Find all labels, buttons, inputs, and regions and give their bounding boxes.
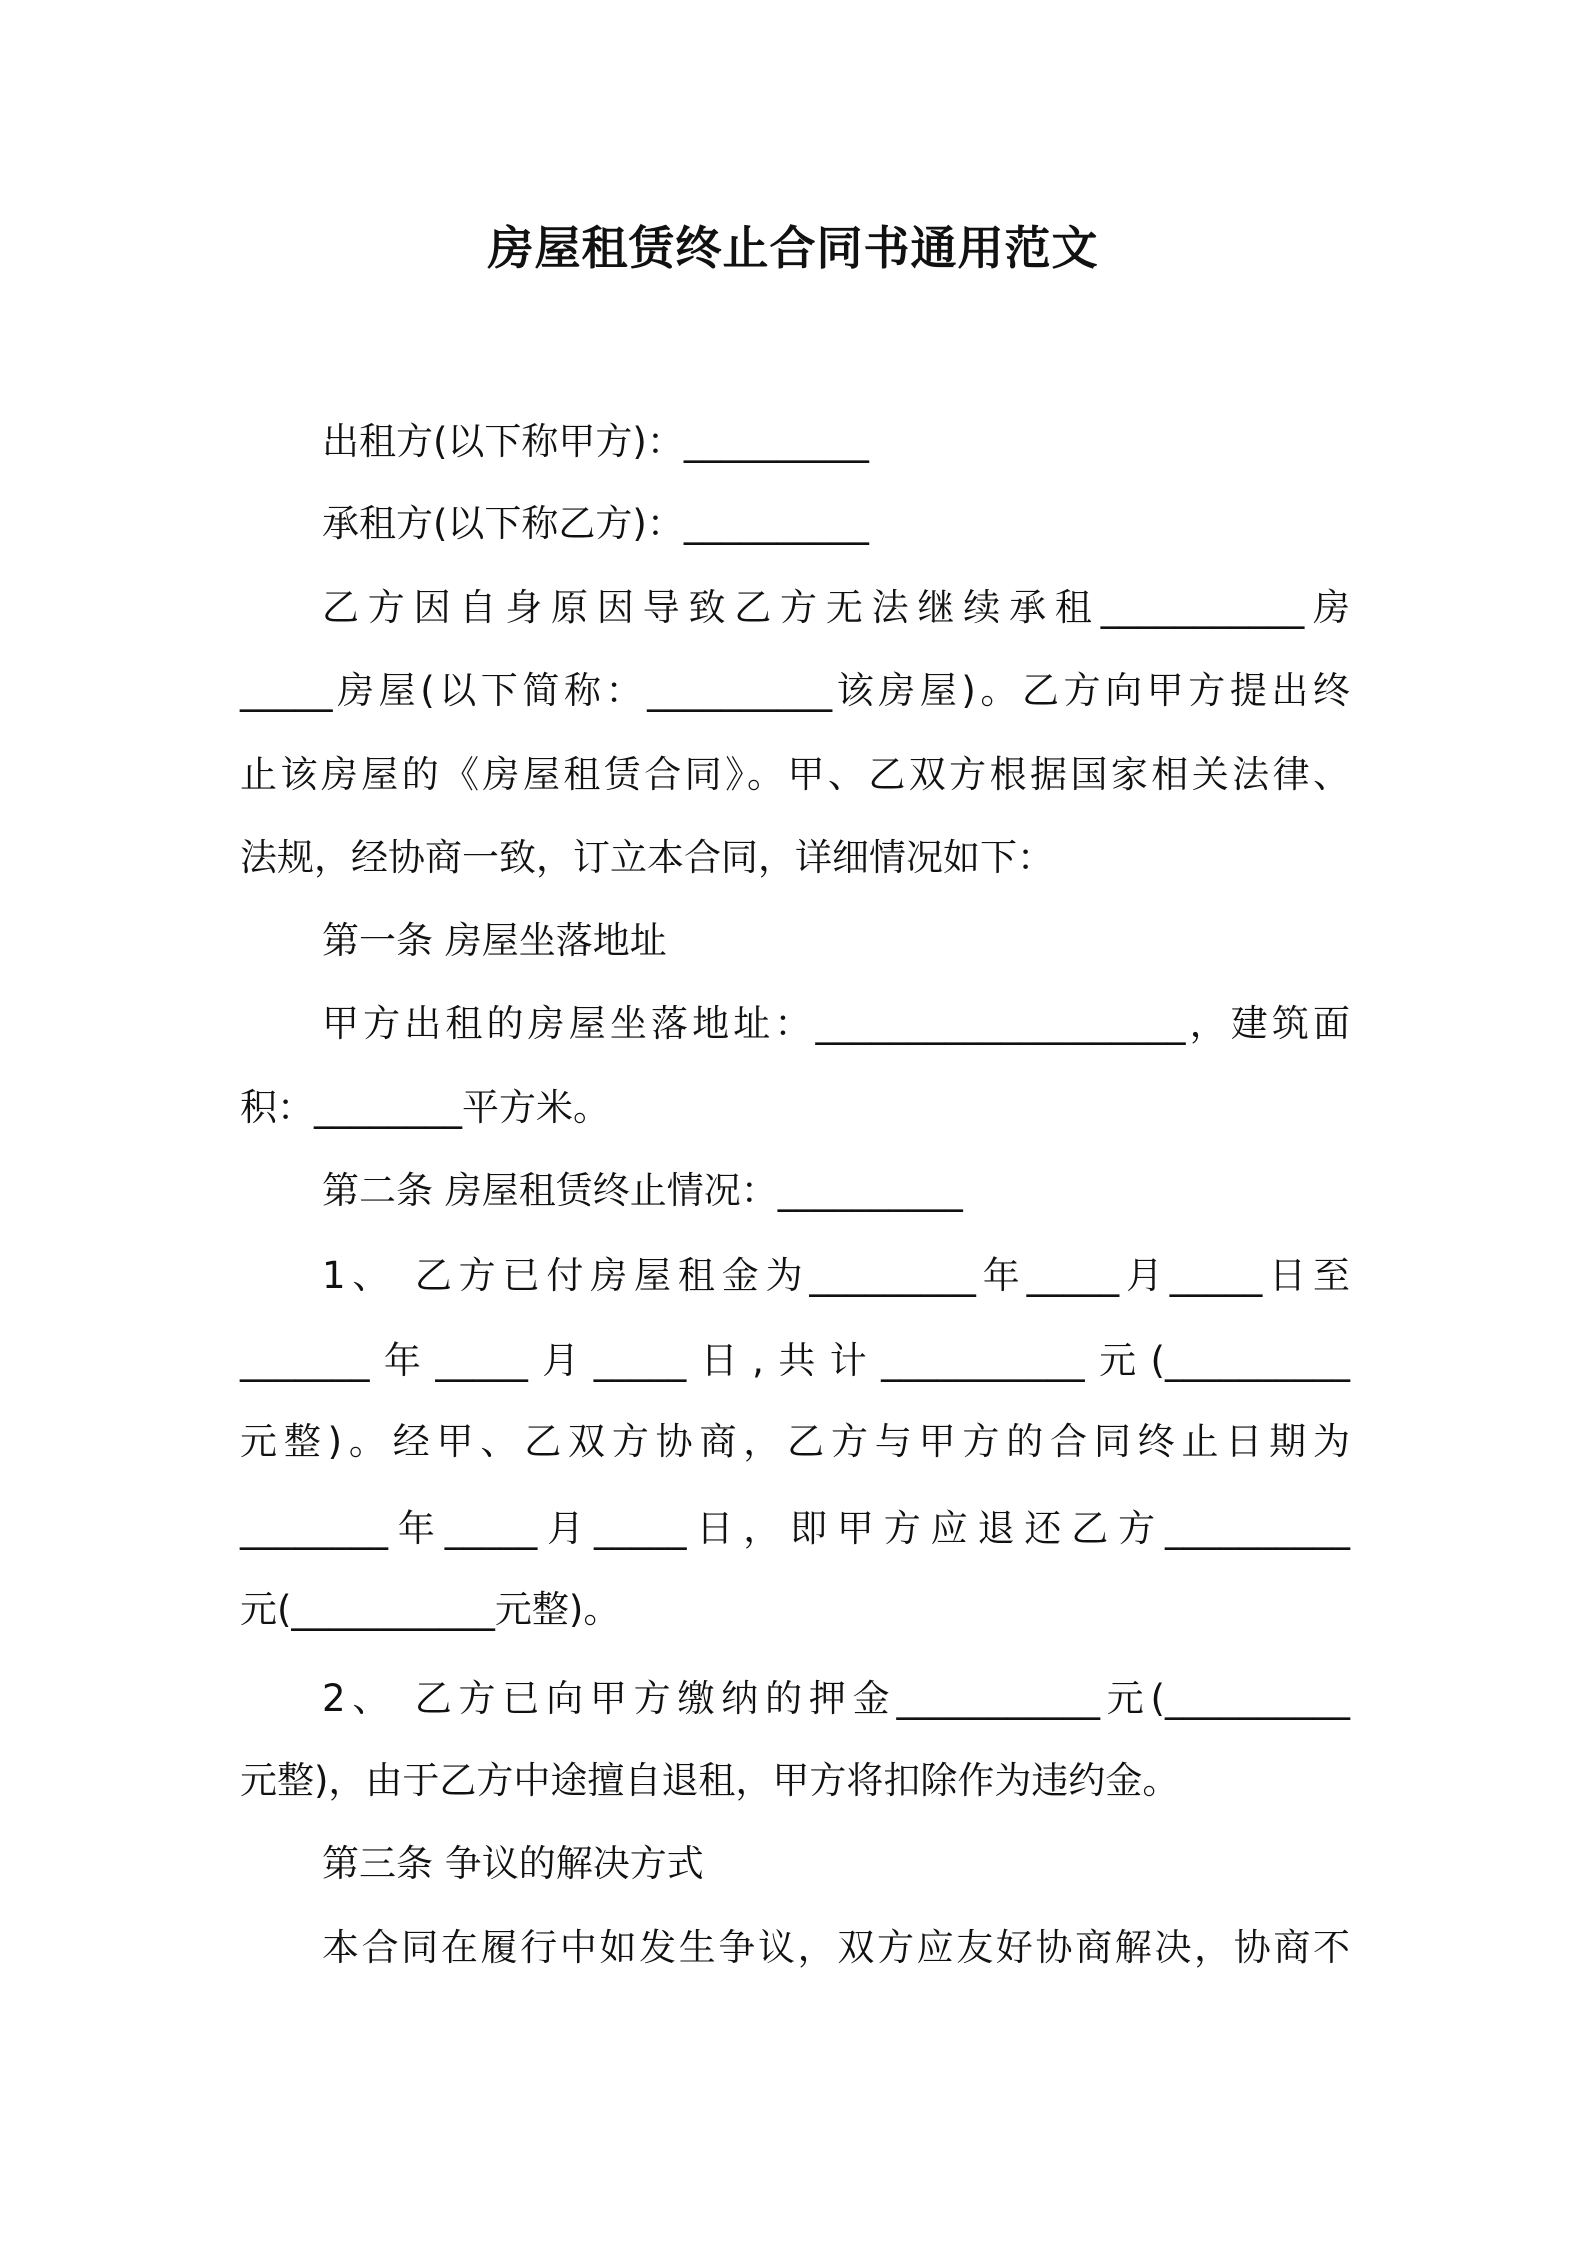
dispute-line-1: 本合同在履行中如发生争议，双方应友好协商解决，协商不 bbox=[322, 1926, 1350, 1969]
document-title: 房屋租赁终止合同书通用范文 bbox=[487, 221, 1099, 275]
item-1-line-2: _______年_____月_____日,共计___________元(__________ bbox=[240, 1339, 1350, 1382]
item-2-line-1: 2、 乙方已向甲方缴纳的押金___________元(__________ bbox=[322, 1677, 1350, 1720]
item-1-line-4: ________年_____月_____日，即甲方应退还乙方__________ bbox=[240, 1507, 1350, 1550]
address-line-1: 甲方出租的房屋坐落地址：____________________，建筑面 bbox=[322, 1002, 1350, 1045]
article-2-heading: 第二条 房屋租赁终止情况：__________ bbox=[322, 1169, 963, 1212]
article-3-heading: 第三条 争议的解决方式 bbox=[322, 1842, 704, 1885]
intro-paragraph-line-2: _____房屋(以下简称：__________该房屋)。乙方向甲方提出终 bbox=[240, 669, 1350, 712]
item-1-line-1: 1、 乙方已付房屋租金为_________年_____月_____日至 bbox=[322, 1254, 1350, 1297]
item-1-line-5: 元(___________元整)。 bbox=[240, 1588, 621, 1631]
intro-paragraph-line-3: 止该房屋的《房屋租赁合同》。甲、乙双方根据国家相关法律、 bbox=[240, 753, 1350, 796]
lessor-line: 出租方(以下称甲方)：__________ bbox=[322, 420, 869, 463]
intro-paragraph-line-1: 乙方因自身原因导致乙方无法继续承租___________房 bbox=[322, 586, 1350, 629]
intro-paragraph-line-4: 法规，经协商一致，订立本合同，详细情况如下： bbox=[240, 836, 1054, 879]
address-line-2: 积：________平方米。 bbox=[240, 1086, 610, 1129]
article-1-heading: 第一条 房屋坐落地址 bbox=[322, 919, 667, 962]
item-2-line-2: 元整)，由于乙方中途擅自退租，甲方将扣除作为违约金。 bbox=[240, 1759, 1180, 1802]
item-1-line-3: 元整)。经甲、乙双方协商，乙方与甲方的合同终止日期为 bbox=[240, 1420, 1350, 1463]
lessee-line: 承租方(以下称乙方)：__________ bbox=[322, 502, 869, 545]
